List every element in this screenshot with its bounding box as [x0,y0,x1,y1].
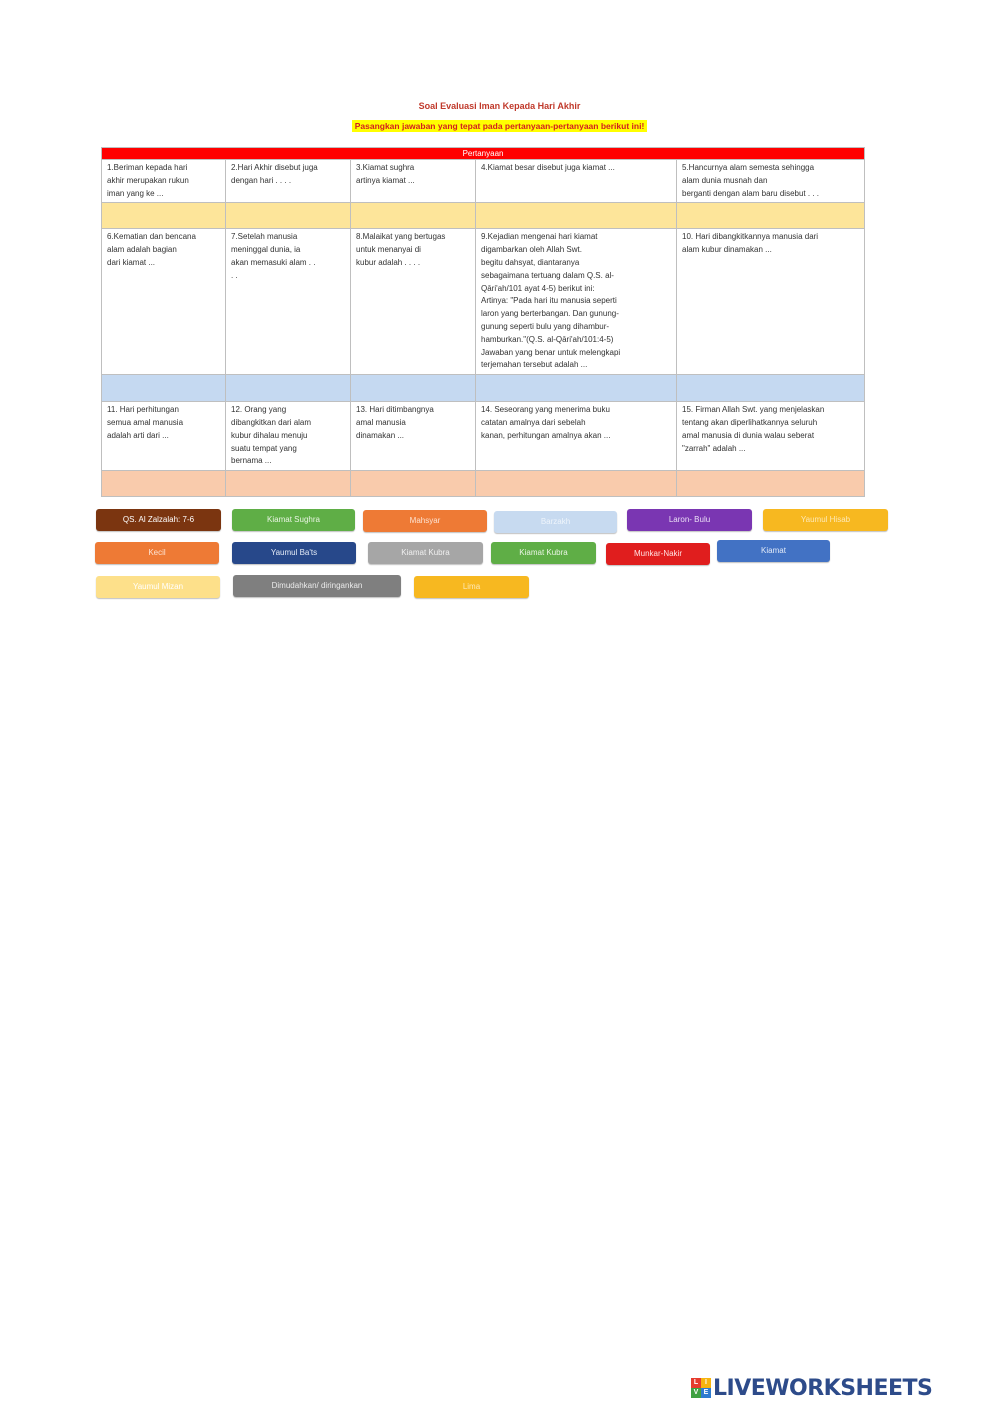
answer-row [102,203,865,229]
answer-drop-10[interactable] [677,375,865,402]
chip-label: Yaumul Mizan [132,582,184,591]
answer-row [102,375,865,402]
answer-drop-3[interactable] [351,203,476,229]
instruction-text [0,116,999,134]
worksheet-title: Soal Evaluasi Iman Kepada Hari Akhir [418,101,581,111]
question-15: 15. Firman Allah Swt. yang menjelaskan tentang akan diperlihatkannya seluruh amal manusia di dunia walau seberat "zarrah" adalah ... [677,402,865,471]
questions-table [101,147,865,497]
chip-label: Laron- Bulu [668,515,711,524]
logo-letter: I [701,1378,711,1388]
question-row [102,229,865,375]
question-7: 7.Setelah manusia meninggal dunia, ia akan memasuki alam . . . . [226,229,351,375]
question-5: 5.Hancurnya alam semesta sehingga alam dunia musnah dan berganti dengan alam baru disebut . . . [677,160,865,203]
answer-chip-yaumul-bats[interactable] [232,542,356,564]
chip-label: Lima [462,582,481,591]
chip-label: Mahsyar [409,516,441,525]
question-row [102,160,865,203]
answer-drop-8[interactable] [351,375,476,402]
answer-chip-kiamat-kubra-green[interactable] [491,542,596,564]
answer-chip-barzakh[interactable] [494,511,617,533]
answer-row [102,471,865,497]
liveworksheets-logo-icon [691,1378,711,1398]
answer-chip-munkar-nakir[interactable] [606,543,710,565]
logo-letter: V [691,1388,701,1398]
logo-letter: E [701,1388,711,1398]
answer-drop-5[interactable] [677,203,865,229]
question-2: 2.Hari Akhir disebut juga dengan hari . . . . [226,160,351,203]
question-8: 8.Malaikat yang bertugas untuk menanyai di kubur adalah . . . . [351,229,476,375]
question-9: 9.Kejadian mengenai hari kiamat digambarkan oleh Allah Swt. begitu dahsyat, diantaranya sebagaimana tertuang dalam Q.S. al- Qāri'ah/101 ayat 4-5) berikut ini: Artinya: "Pada hari itu manusia seperti laron yang berterbangan. Dan gunung- gunung seperti bulu yang dihambur- hamburkan."(Q.S. al-Qāri'ah/101:4-5) Jawaban yang benar untuk melengkapi terjemahan tersebut adalah ... [476,229,677,375]
question-6: 6.Kematian dan bencana alam adalah bagian dari kiamat ... [102,229,226,375]
chip-label: Yaumul Hisab [800,515,851,524]
answer-chip-kiamat[interactable] [717,540,830,562]
answer-drop-13[interactable] [351,471,476,497]
answer-chip-dimudahkan[interactable] [233,575,401,597]
chip-label: Munkar-Nakir [633,549,682,558]
answer-chip-kiamat-sughra[interactable] [232,509,355,531]
brand-text: LIVEWORKSHEETS [713,1375,933,1401]
logo-letter: L [691,1378,701,1388]
question-row [102,402,865,471]
question-10: 10. Hari dibangkitkannya manusia dari alam kubur dinamakan ... [677,229,865,375]
answer-drop-2[interactable] [226,203,351,229]
answer-drop-4[interactable] [476,203,677,229]
question-12: 12. Orang yang dibangkitkan dari alam kubur dihalau menuju suatu tempat yang bernama ... [226,402,351,471]
answer-chip-laron-bulu[interactable] [627,509,752,531]
question-13: 13. Hari ditimbangnya amal manusia dinamakan ... [351,402,476,471]
chip-label: Kiamat Kubra [401,548,450,557]
question-1: 1.Beriman kepada hari akhir merupakan rukun iman yang ke ... [102,160,226,203]
chip-label: QS. Al Zalzalah: 7-6 [122,515,195,524]
answer-chip-kiamat-kubra-grey[interactable] [368,542,483,564]
answer-drop-7[interactable] [226,375,351,402]
chip-label: Kiamat Sughra [267,515,320,524]
answer-chip-yaumul-mizan[interactable] [96,576,220,598]
question-4: 4.Kiamat besar disebut juga kiamat ... [476,160,677,203]
answer-drop-14[interactable] [476,471,677,497]
answer-drop-1[interactable] [102,203,226,229]
question-11: 11. Hari perhitungan semua amal manusia adalah arti dari ... [102,402,226,471]
answer-drop-6[interactable] [102,375,226,402]
answer-chip-mahsyar[interactable] [363,510,487,532]
table-header: Pertanyaan [102,148,865,160]
answer-chip-yaumul-hisab[interactable] [763,509,888,531]
question-14: 14. Seseorang yang menerima buku catatan amalnya dari sebelah kanan, perhitungan amalnya akan ... [476,402,677,471]
chip-label: Dimudahkan/ diringankan [271,581,363,590]
liveworksheets-brand[interactable] [691,1374,932,1402]
answer-drop-11[interactable] [102,471,226,497]
answer-drop-15[interactable] [677,471,865,497]
chip-label: Kecil [148,548,166,557]
answer-chip-kecil[interactable] [95,542,219,564]
answer-drop-9[interactable] [476,375,677,402]
answer-chip-lima[interactable] [414,576,529,598]
chip-label: Yaumul Ba'ts [270,548,318,557]
chip-label: Barzakh [540,517,571,526]
chip-label: Kiamat [761,546,786,555]
answer-chip-qs-al-zalzalah[interactable] [96,509,221,531]
question-3: 3.Kiamat sughra artinya kiamat ... [351,160,476,203]
instruction-highlight: Pasangkan jawaban yang tepat pada pertanyaan-pertanyaan berikut ini! [352,120,648,132]
chip-label: Kiamat Kubra [519,548,568,557]
answer-drop-12[interactable] [226,471,351,497]
